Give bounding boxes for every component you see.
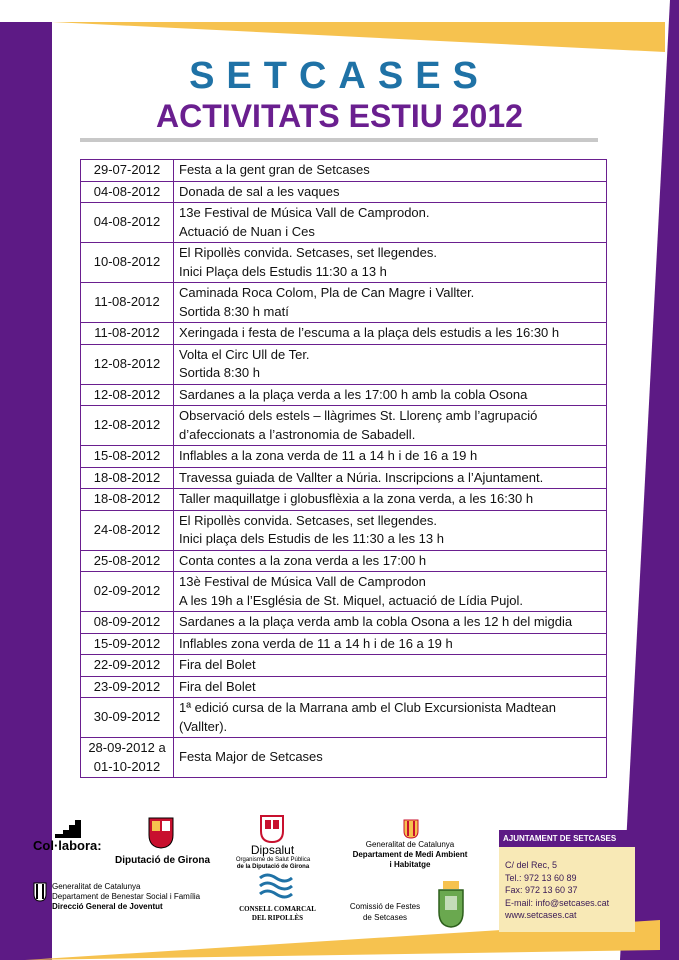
event-line: (Vallter). xyxy=(179,718,228,734)
ajuntament-info-box xyxy=(499,830,635,932)
event-line: Fira del Bolet xyxy=(179,678,256,694)
event-line: Sardanes a la plaça verda a les 17:00 h amb la cobla Osona xyxy=(179,386,528,402)
diputacio-shield-icon xyxy=(148,817,174,849)
dipsalut-sub1: Organisme de Salut Pública xyxy=(235,857,311,863)
event-line: Actuació de Nuan i Ces xyxy=(179,223,315,239)
table-row xyxy=(81,406,607,446)
event-date: 23-09-2012 xyxy=(81,676,174,698)
gold-top-band xyxy=(0,0,679,60)
gencat-medi-line3: i Habitatge xyxy=(389,860,431,869)
consell-line1: CONSELL COMARCAL xyxy=(239,905,316,913)
comissio-line2: de Setcases xyxy=(362,913,408,922)
comissio-line1: Comissió de Festes xyxy=(349,902,421,911)
table-row xyxy=(81,572,607,612)
event-line: Inflables zona verda de 11 a 14 h i de 16 a 19 h xyxy=(179,635,453,651)
table-row xyxy=(81,676,607,698)
table-row xyxy=(81,160,607,182)
colabora-stairs-icon xyxy=(55,820,81,838)
event-date: 29-07-2012 xyxy=(81,160,174,182)
event-date: 11-08-2012 xyxy=(81,323,174,345)
setcases-shield-icon xyxy=(437,880,465,928)
event-date: 12-08-2012 xyxy=(81,384,174,406)
gencat-joventut-line1: Generalitat de Catalunya xyxy=(52,882,141,891)
event-date: 25-08-2012 xyxy=(81,550,174,572)
event-line: Observació dels estels – llàgrimes St. Llorenç amb l’agrupació xyxy=(179,408,538,423)
event-line: Inflables a la zona verda de 11 a 14 h i de 16 a 19 h xyxy=(179,448,478,463)
gencat-joventut-line2: Departament de Benestar Social i Família xyxy=(52,892,201,901)
event-date: 12-08-2012 xyxy=(81,344,174,384)
event-date: 22-09-2012 xyxy=(81,655,174,677)
ajuntament-email[interactable]: E-mail: info@setcases.cat xyxy=(505,897,610,908)
event-date: 12-08-2012 xyxy=(81,406,174,446)
event-line: El Ripollès convida. Setcases, set llegendes. xyxy=(179,245,437,260)
table-row xyxy=(81,612,607,634)
event-description xyxy=(174,633,607,655)
event-line: 1ª edició cursa de la Marrana amb el Club Excursionista Madtean xyxy=(179,700,556,715)
table-row xyxy=(81,738,607,778)
event-description xyxy=(174,406,607,446)
event-date: 02-09-2012 xyxy=(81,572,174,612)
diputacio-label: Diputació de Girona xyxy=(115,855,211,866)
title-divider xyxy=(80,138,598,142)
event-date: 15-08-2012 xyxy=(81,446,174,468)
event-line: 13e Festival de Música Vall de Camprodon. xyxy=(179,205,430,220)
ajuntament-fax: Fax: 972 13 60 37 xyxy=(505,885,578,895)
table-row xyxy=(81,633,607,655)
page-title: SETCASES xyxy=(189,55,490,97)
colabora-label: Col·labora: xyxy=(33,838,102,853)
event-date: 08-09-2012 xyxy=(81,612,174,634)
event-description xyxy=(174,510,607,550)
ajuntament-tel: Tel.: 972 13 60 89 xyxy=(505,872,577,883)
table-row xyxy=(81,243,607,283)
table-row xyxy=(81,655,607,677)
dipsalut-label: Dipsalut xyxy=(250,843,295,857)
event-line: Donada de sal a les vaques xyxy=(179,183,340,199)
event-date: 18-08-2012 xyxy=(81,489,174,511)
table-row xyxy=(81,323,607,345)
event-line: Sardanes a la plaça verda amb la cobla Osona a les 12 h del migdia xyxy=(179,614,573,629)
event-description xyxy=(174,550,607,572)
event-date: 30-09-2012 xyxy=(81,698,174,738)
gencat-joventut-line3: Direcció General de Joventut xyxy=(52,902,163,911)
consell-line2: DEL RIPOLLÈS xyxy=(251,914,304,922)
table-row xyxy=(81,510,607,550)
event-date: 10-08-2012 xyxy=(81,243,174,283)
table-row xyxy=(81,550,607,572)
event-description xyxy=(174,698,607,738)
event-line: Caminada Roca Colom, Pla de Can Magre i Vallter. xyxy=(179,285,475,300)
event-date: 24-08-2012 xyxy=(81,510,174,550)
event-description xyxy=(174,655,607,677)
event-description xyxy=(174,323,607,345)
table-row xyxy=(81,698,607,738)
event-description xyxy=(174,446,607,468)
event-description xyxy=(174,489,607,511)
event-description xyxy=(174,676,607,698)
event-description xyxy=(174,738,607,778)
purple-left-band xyxy=(0,0,60,960)
event-line: Festa Major de Setcases xyxy=(179,749,323,765)
events-table xyxy=(80,159,607,778)
table-row xyxy=(81,489,607,511)
event-description xyxy=(174,283,607,323)
event-date: 04-08-2012 xyxy=(81,181,174,203)
event-description xyxy=(174,203,607,243)
purple-right-band xyxy=(620,0,679,960)
table-row xyxy=(81,446,607,468)
event-line: Inici plaça dels Estudis de les 11:30 a les 13 h xyxy=(179,531,444,546)
event-line: 13è Festival de Música Vall de Camprodon xyxy=(179,574,426,589)
event-line: Xeringada i festa de l’escuma a la plaça dels estudis a les 16:30 h xyxy=(179,325,560,340)
event-description xyxy=(174,467,607,489)
table-row xyxy=(81,203,607,243)
event-line: Fira del Bolet xyxy=(179,657,256,672)
event-date: 15-09-2012 xyxy=(81,633,174,655)
event-line: Sortida 8:30 h matí xyxy=(179,303,289,319)
event-description xyxy=(174,612,607,634)
event-line: Travessa guiada de Vallter a Núria. Inscripcions a l’Ajuntament. xyxy=(179,469,544,485)
gencat-medi-line1: Generalitat de Catalunya xyxy=(365,840,455,849)
event-line: El Ripollès convida. Setcases, set llegendes. xyxy=(179,512,437,528)
table-row xyxy=(81,384,607,406)
gencat-medi-shield-icon xyxy=(403,819,419,839)
event-line: Volta el Circ Ull de Ter. xyxy=(179,346,310,362)
table-row xyxy=(81,467,607,489)
event-line: Inici Plaça dels Estudis 11:30 a 13 h xyxy=(179,263,387,279)
event-date: 28-09-2012 a 01-10-2012 xyxy=(81,738,174,778)
event-description xyxy=(174,344,607,384)
page-subtitle: ACTIVITATS ESTIU 2012 xyxy=(156,98,523,134)
event-description xyxy=(174,243,607,283)
event-date: 04-08-2012 xyxy=(81,203,174,243)
gencat-medi-line2: Departament de Medi Ambient xyxy=(352,850,468,859)
event-date: 11-08-2012 xyxy=(81,283,174,323)
table-row xyxy=(81,181,607,203)
event-date: 18-08-2012 xyxy=(81,467,174,489)
event-description xyxy=(174,384,607,406)
dipsalut-sub2: de la Diputació de Girona xyxy=(236,864,310,870)
gencat-joventut-shield-icon xyxy=(33,882,47,902)
event-line: Conta contes a la zona verda a les 17:00 h xyxy=(179,552,427,568)
dipsalut-shield-icon xyxy=(260,815,284,843)
ajuntament-web[interactable]: www.setcases.cat xyxy=(505,910,577,920)
event-line: d’afeccionats a l’astronomia de Sabadell. xyxy=(179,426,416,442)
ajuntament-title: AJUNTAMENT DE SETCASES xyxy=(499,830,635,847)
event-line: A les 19h a l’Església de St. Miquel, actuació de Lídia Pujol. xyxy=(179,592,523,608)
event-description xyxy=(174,572,607,612)
table-row xyxy=(81,283,607,323)
event-line: Sortida 8:30 h xyxy=(179,365,260,380)
table-row xyxy=(81,344,607,384)
event-line: Taller maquillatge i globusflèxia a la zona verda, a les 16:30 h xyxy=(179,491,534,506)
consell-comarcal-waves-icon xyxy=(258,872,294,902)
event-description xyxy=(174,160,607,182)
ajuntament-address: C/ del Rec, 5 xyxy=(505,860,558,870)
event-line: Festa a la gent gran de Setcases xyxy=(179,162,370,177)
event-description xyxy=(174,181,607,203)
